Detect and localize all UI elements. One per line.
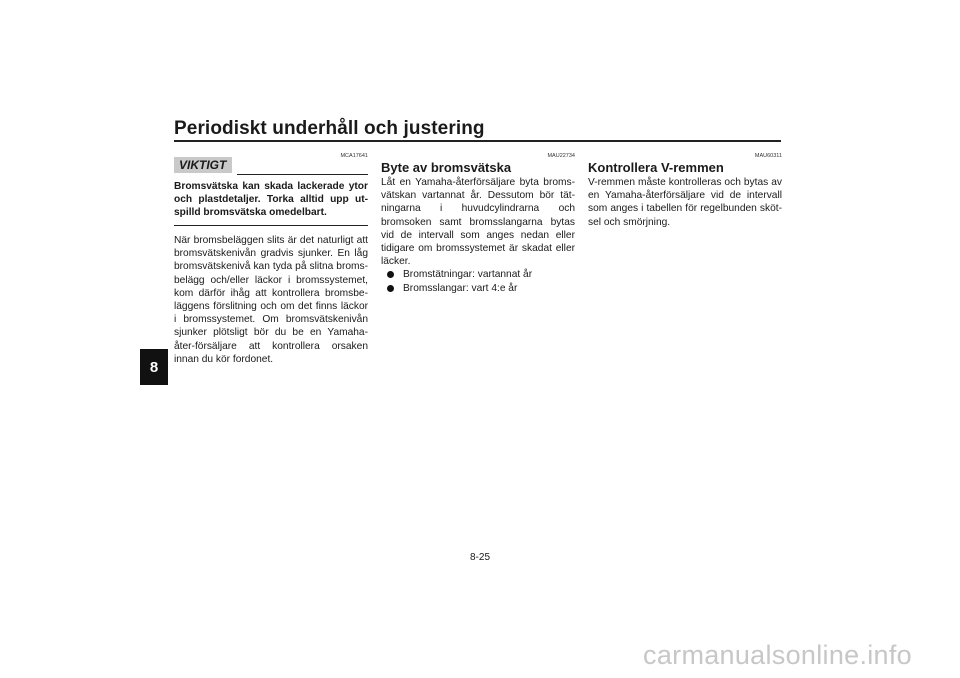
- section-title-brake-fluid: Byte av bromsvätska: [381, 160, 512, 175]
- interval-list: [381, 268, 575, 294]
- bullet-icon: [387, 271, 394, 278]
- reference-code: MCA17641: [340, 153, 368, 159]
- list-item-text: Bromstätningar: vartannat år: [403, 269, 533, 281]
- list-item: [381, 268, 575, 281]
- section-title-v-belt: Kontrollera V-remmen: [588, 160, 724, 175]
- viktigt-header: [174, 152, 368, 178]
- viktigt-badge: VIKTIGT: [174, 157, 232, 173]
- viktigt-rule: [237, 174, 368, 175]
- warning-rule: [174, 225, 368, 226]
- reference-code: MAU60311: [754, 153, 782, 159]
- watermark: carmanualsonline.info: [643, 640, 912, 670]
- brake-fluid-change-text: Låt en Yamaha-återförsäljare byta broms-vätskan vartannat år. Dessutom bör tät-ningarna i huvudcylindrarna och bromsoken samt bromsslangarna bytas vid de intervall som anges nedan eller tidigare om bromssystemet är skadat eller läcker.: [381, 177, 575, 268]
- bullet-icon: [387, 285, 394, 292]
- column-viktigt: [174, 152, 368, 366]
- list-item-text: Bromsslangar: vart 4:e år: [403, 282, 518, 294]
- column-brake-fluid: [381, 152, 575, 295]
- header-rule: [174, 140, 781, 142]
- chapter-tab: 8: [140, 349, 168, 385]
- page-number: 8-25: [469, 552, 490, 563]
- warning-text: Bromsvätska kan skada lackerade ytor och plastdetaljer. Torka alltid upp ut-spilld bromsvätska omedelbart.: [174, 181, 368, 218]
- page-header-title: Periodiskt underhåll och justering: [174, 118, 485, 139]
- column-v-belt: [588, 152, 782, 229]
- v-belt-text: V-remmen måste kontrolleras och bytas av en Yamaha-återförsäljare vid de intervall som anges i tabellen för regelbunden sköt-sel och smörjning.: [588, 177, 782, 228]
- brake-fluid-level-text: När bromsbeläggen slits är det naturligt att bromsvätskenivån gradvis sjunker. En låg bromsvätskenivå kan tyda på slitna broms-belägg och/eller läckor i bromssystemet, kom därför ihåg att kontrollera bromsbe-läggens förslitning och om det finns läckor i bromssystemet. Om bromsvätskenivån sjunker plötsligt bör du be en Yamaha-åter-försäljare att kontrollera orsaken innan du kör fordonet.: [174, 235, 368, 365]
- reference-code: MAU22734: [547, 153, 575, 159]
- list-item: [381, 282, 575, 295]
